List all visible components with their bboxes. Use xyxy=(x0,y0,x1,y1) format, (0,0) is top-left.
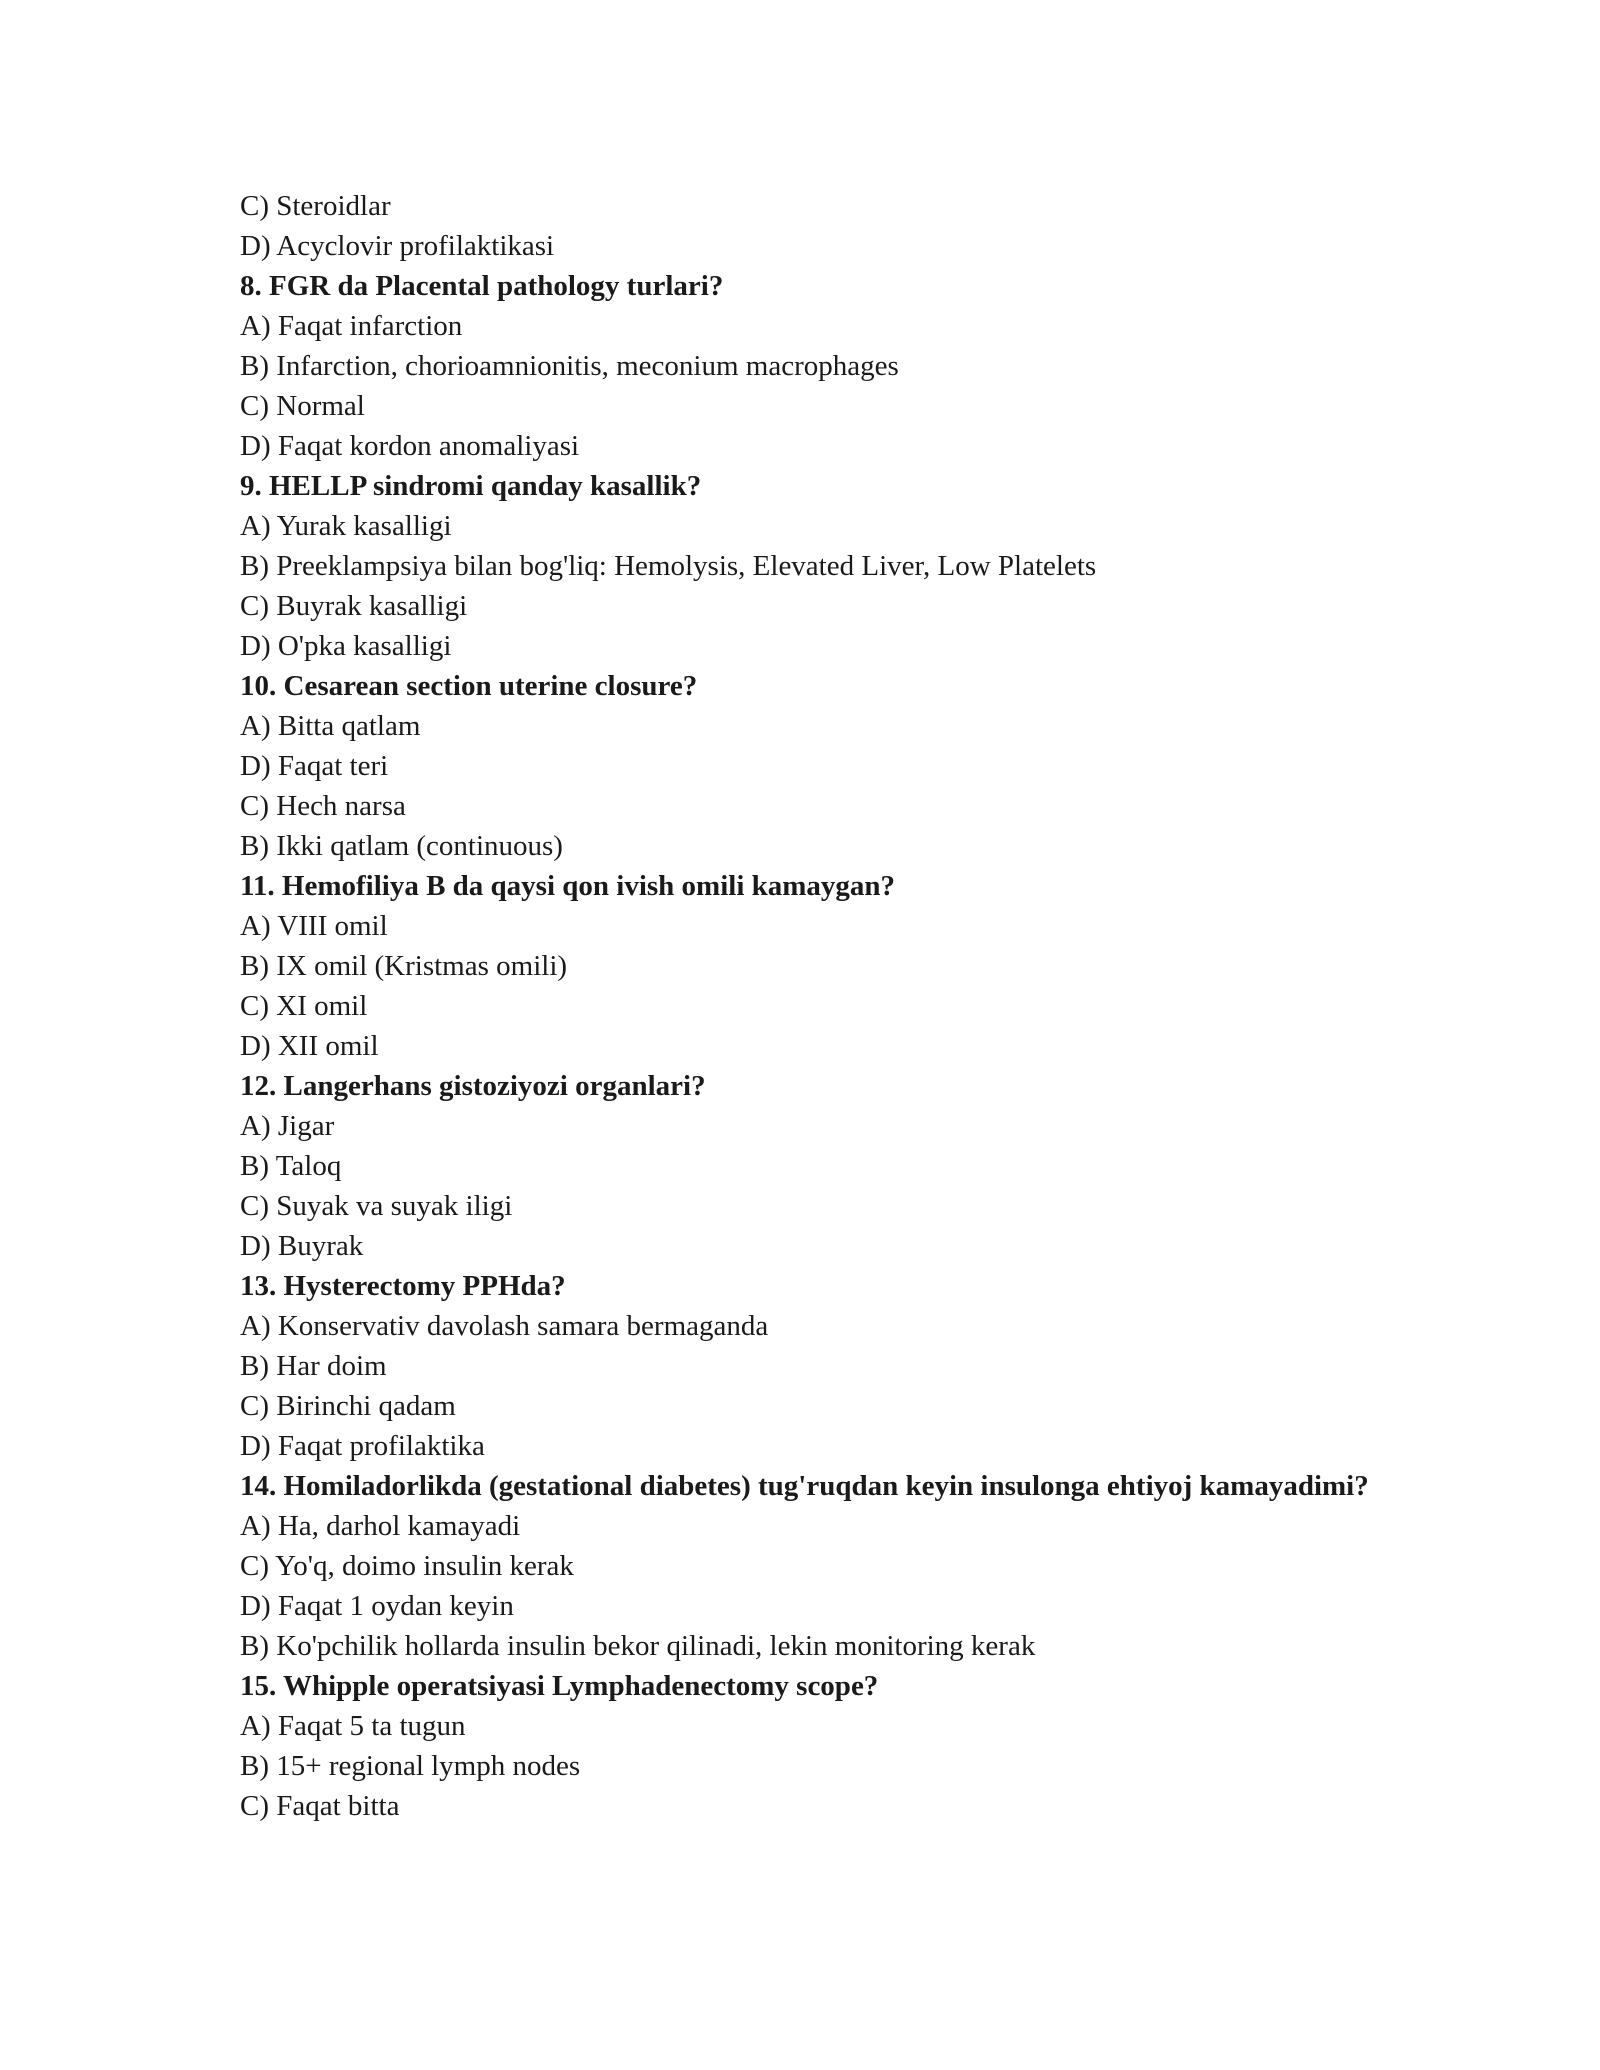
answer-option: D) Faqat profilaktika xyxy=(240,1430,485,1462)
answer-option: B) IX omil (Kristmas omili) xyxy=(240,950,568,982)
answer-option: D) Faqat kordon anomaliyasi xyxy=(240,430,580,462)
answer-option: B) Infarction, chorioamnionitis, meconium macrophages xyxy=(240,350,899,382)
answer-option: A) Jigar xyxy=(240,1110,335,1142)
answer-option: A) Yurak kasalligi xyxy=(240,510,452,542)
document-text-body xyxy=(240,186,1370,1826)
answer-option: C) Suyak va suyak iligi xyxy=(240,1190,513,1222)
answer-option: B) Har doim xyxy=(240,1350,387,1382)
question-heading: 11. Hemofiliya B da qaysi qon ivish omili kamaygan? xyxy=(240,870,896,902)
answer-option: D) Acyclovir profilaktikasi xyxy=(240,230,555,262)
answer-option: D) XII omil xyxy=(240,1030,379,1062)
answer-option: B) Preeklampsiya bilan bog'liq: Hemolysis, Elevated Liver, Low Platelets xyxy=(240,550,1097,582)
answer-option: A) Bitta qatlam xyxy=(240,710,421,742)
answer-option: A) Faqat infarction xyxy=(240,310,463,342)
question-heading: 14. Homiladorlikda (gestational diabetes) tug'ruqdan keyin insulonga ehtiyoj kamayadimi? xyxy=(240,1470,1369,1502)
question-heading: 12. Langerhans gistoziyozi organlari? xyxy=(240,1070,706,1102)
answer-option: B) 15+ regional lymph nodes xyxy=(240,1750,581,1782)
answer-option: B) Ko'pchilik hollarda insulin bekor qilinadi, lekin monitoring kerak xyxy=(240,1630,1036,1662)
question-heading: 15. Whipple operatsiyasi Lymphadenectomy scope? xyxy=(240,1670,879,1702)
answer-option: C) XI omil xyxy=(240,990,368,1022)
answer-option: C) Hech narsa xyxy=(240,790,406,822)
answer-option: A) Faqat 5 ta tugun xyxy=(240,1710,466,1742)
answer-option: B) Ikki qatlam (continuous) xyxy=(240,830,563,862)
question-heading: 10. Cesarean section uterine closure? xyxy=(240,670,698,702)
question-heading: 13. Hysterectomy PPHda? xyxy=(240,1270,566,1302)
answer-option: C) Birinchi qadam xyxy=(240,1390,456,1422)
answer-option: A) Konservativ davolash samara bermaganda xyxy=(240,1310,769,1342)
answer-option: C) Faqat bitta xyxy=(240,1790,400,1822)
answer-option: B) Taloq xyxy=(240,1150,342,1182)
answer-option: D) O'pka kasalligi xyxy=(240,630,452,662)
question-heading: 9. HELLP sindromi qanday kasallik? xyxy=(240,470,702,502)
answer-option: C) Normal xyxy=(240,390,365,422)
answer-option: C) Buyrak kasalligi xyxy=(240,590,468,622)
question-heading: 8. FGR da Placental pathology turlari? xyxy=(240,270,724,302)
answer-option: D) Buyrak xyxy=(240,1230,364,1262)
answer-option: A) VIII omil xyxy=(240,910,388,942)
answer-option: C) Steroidlar xyxy=(240,190,391,222)
answer-option: D) Faqat 1 oydan keyin xyxy=(240,1590,514,1622)
answer-option: C) Yo'q, doimo insulin kerak xyxy=(240,1550,574,1582)
answer-option: A) Ha, darhol kamayadi xyxy=(240,1510,521,1542)
answer-option: D) Faqat teri xyxy=(240,750,389,782)
